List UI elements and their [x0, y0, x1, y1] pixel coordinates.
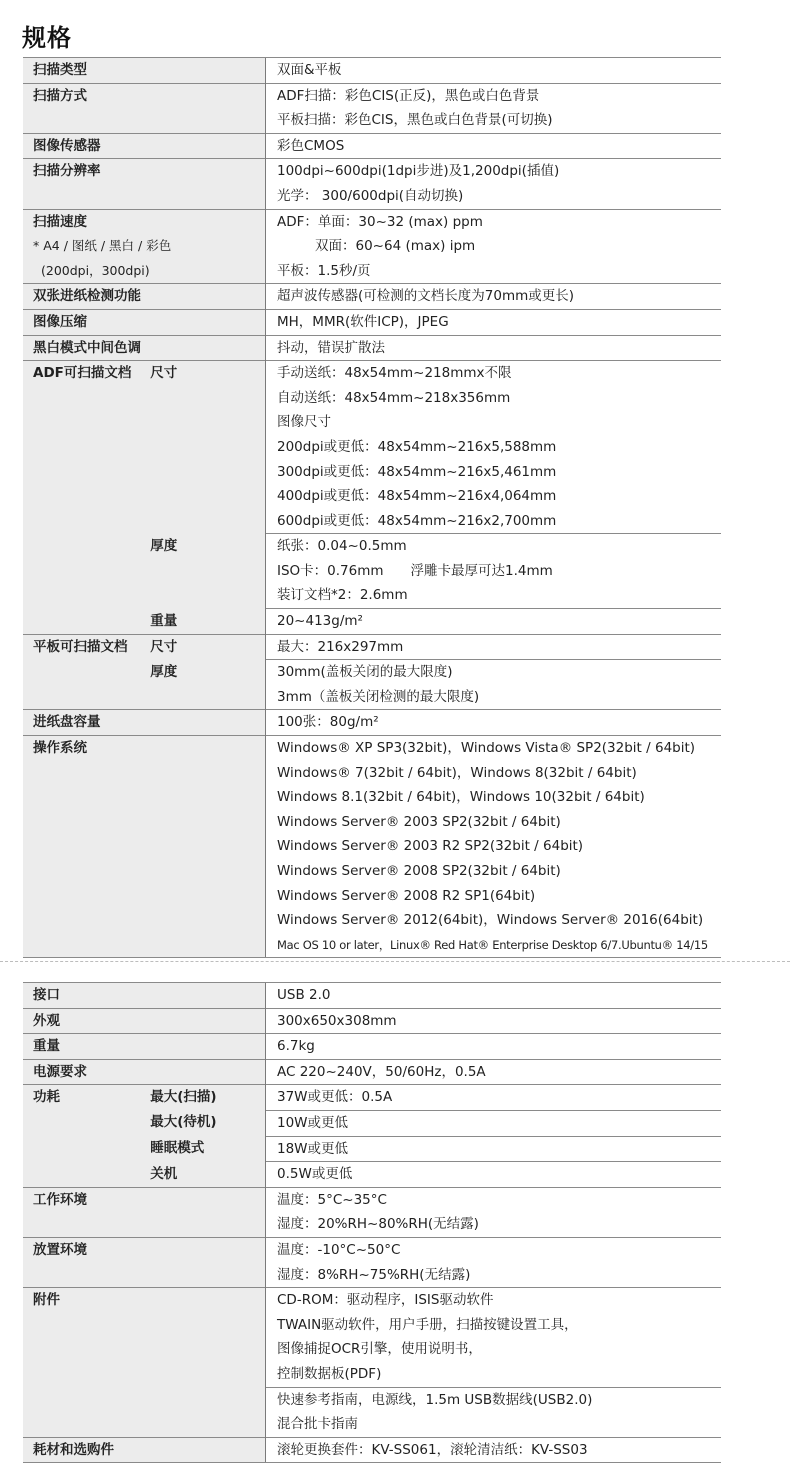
- spec-subkey-label: 厚度: [150, 537, 178, 554]
- spec-value: [266, 309, 722, 335]
- spec-key: [23, 983, 266, 1009]
- spec-key: [23, 1059, 266, 1085]
- spec-subkey: [144, 634, 265, 660]
- spec-subkey: [144, 361, 265, 534]
- spec-row: [23, 58, 721, 84]
- spec-value-line: 300dpi或更低：48x54mm~216x5,461mm: [277, 463, 557, 480]
- spec-subkey-label: 尺寸: [150, 638, 178, 655]
- spec-value-line: 自动送纸：48x54mm~218x356mm: [277, 389, 511, 406]
- spec-value-line: Windows Server® 2008 SP2(32bit / 64bit): [277, 863, 561, 879]
- spec-value: [266, 209, 722, 284]
- spec-subkey-label: 尺寸: [150, 365, 178, 382]
- spec-value-line: 光学： 300/600dpi(自动切换): [277, 187, 464, 204]
- spec-row: [23, 309, 721, 335]
- spec-key-label: ADF可扫描文档: [33, 365, 132, 382]
- spec-key: [23, 309, 266, 335]
- spec-row: [23, 83, 721, 133]
- spec-value: [266, 609, 722, 635]
- spec-value: [266, 1437, 722, 1463]
- spec-value: [266, 1288, 722, 1387]
- spec-value-line: 200dpi或更低：48x54mm~216x5,588mm: [277, 438, 557, 455]
- spec-value-line: 快速参考指南，电源线，1.5m USB数据线(USB2.0): [277, 1391, 593, 1408]
- spec-value-line: 温度：5°C~35°C: [277, 1191, 387, 1208]
- spec-row: [23, 133, 721, 159]
- spec-value: [266, 83, 722, 133]
- spec-value-line: 600dpi或更低：48x54mm~216x2,700mm: [277, 512, 557, 529]
- spec-value: [266, 159, 722, 209]
- spec-key: [23, 361, 144, 635]
- spec-subkey: [144, 660, 265, 710]
- spec-value-line: CD-ROM：驱动程序，ISIS驱动软件: [277, 1292, 494, 1309]
- spec-value: [266, 1162, 722, 1188]
- spec-key-label: 扫描速度: [33, 213, 87, 230]
- spec-key-label: 图像压缩: [33, 313, 87, 330]
- spec-key-label: 操作系统: [33, 740, 87, 757]
- spec-value-line: 彩色CMOS: [277, 137, 345, 154]
- spec-value-line: 37W或更低：0.5A: [277, 1089, 393, 1106]
- spec-row: [23, 1187, 721, 1237]
- spec-subkey-label: 最大(待机): [150, 1114, 217, 1131]
- spec-key: [23, 209, 266, 284]
- spec-value-line: Windows Server® 2008 R2 SP1(64bit): [277, 887, 536, 904]
- spec-value-line: 400dpi或更低：48x54mm~216x4,064mm: [277, 488, 557, 505]
- spec-subkey: [144, 609, 265, 635]
- spec-value-line: 18W或更低: [277, 1140, 349, 1157]
- spec-row: [23, 1237, 721, 1287]
- spec-value-line: ADF：单面：30~32 (max) ppm: [277, 213, 483, 230]
- spec-value-line: 抖动，错误扩散法: [277, 339, 385, 356]
- spec-value: [266, 335, 722, 361]
- spec-value-line: 双面：60~64 (max) ipm: [315, 238, 476, 255]
- spec-value-line: 平板：1.5秒/页: [277, 262, 371, 279]
- spec-key: [23, 1085, 144, 1187]
- spec-key-label: 附件: [33, 1292, 60, 1309]
- spec-value-line: Mac OS 10 or later，Linux® Red Hat® Enterprise Desktop 6/7.Ubuntu® 14/15: [277, 937, 708, 952]
- spec-value-line: Windows® XP SP3(32bit)，Windows Vista® SP2(32bit / 64bit): [277, 740, 696, 757]
- spec-value: [266, 1008, 722, 1034]
- spec-value-line: 最大：216x297mm: [277, 638, 404, 655]
- spec-row: [23, 1034, 721, 1060]
- spec-key-label: 进纸盘容量: [33, 714, 101, 731]
- spec-row: [23, 209, 721, 284]
- spec-value-line: 双面&平板: [277, 62, 342, 78]
- spec-value: [266, 634, 722, 660]
- spec-value: [266, 1034, 722, 1060]
- spec-row: [23, 1085, 721, 1111]
- spec-value-line: Windows 8.1(32bit / 64bit)，Windows 10(32bit / 64bit): [277, 789, 645, 806]
- spec-key: [23, 634, 144, 710]
- spec-subkey: [144, 1085, 265, 1111]
- spec-value-line: Windows® 7(32bit / 64bit)，Windows 8(32bit / 64bit): [277, 764, 637, 781]
- spec-value-line: 100dpi~600dpi(1dpi步进)及1,200dpi(插值): [277, 163, 560, 180]
- spec-value: [266, 710, 722, 736]
- spec-subkey-label: 睡眠模式: [150, 1140, 205, 1157]
- spec-key: [23, 58, 266, 84]
- spec-value: [266, 1059, 722, 1085]
- spec-value-line: 300x650x308mm: [277, 1012, 397, 1029]
- spec-key: [23, 284, 266, 310]
- spec-key-label: 重量: [33, 1038, 60, 1055]
- spec-key: [23, 1237, 266, 1287]
- section-divider: [0, 961, 790, 962]
- spec-key: [23, 1008, 266, 1034]
- spec-value: [266, 58, 722, 84]
- spec-value-line: 湿度：20%RH~80%RH(无结露): [277, 1216, 479, 1233]
- spec-key: [23, 83, 266, 133]
- spec-key: [23, 1437, 266, 1463]
- spec-value-line: ISO卡：0.76mm 浮雕卡最厚可达1.4mm: [277, 562, 553, 579]
- spec-value: [266, 983, 722, 1009]
- spec-value-line: 30mm(盖板关闭的最大限度): [277, 664, 453, 681]
- spec-table-main: [23, 57, 721, 958]
- spec-key-label: 扫描类型: [33, 62, 87, 78]
- spec-row: [23, 159, 721, 209]
- spec-value: [266, 1110, 722, 1136]
- spec-key-label: 平板可扫描文档: [33, 638, 128, 655]
- spec-value-line: 0.5W或更低: [277, 1166, 353, 1183]
- spec-key-label: 电源要求: [33, 1063, 87, 1080]
- spec-value: [266, 736, 722, 958]
- spec-row: [23, 634, 721, 660]
- spec-key-label: * A4 / 图纸 / 黑白 / 彩色: [33, 238, 172, 254]
- spec-value-line: Windows Server® 2003 SP2(32bit / 64bit): [277, 813, 561, 830]
- spec-key-label: 双张进纸检测功能: [33, 288, 141, 305]
- spec-key-label: 黑白模式中间色调: [33, 339, 141, 356]
- spec-row: [23, 335, 721, 361]
- spec-row: [23, 736, 721, 958]
- spec-row: [23, 983, 721, 1009]
- spec-value-line: ADF扫描：彩色CIS(正反)，黑色或白色背景: [277, 87, 540, 104]
- spec-key: [23, 335, 266, 361]
- spec-value-line: 滚轮更换套件：KV-SS061，滚轮清洁纸：KV-SS03: [277, 1441, 588, 1458]
- spec-value-line: AC 220~240V，50/60Hz，0.5A: [277, 1063, 486, 1080]
- spec-value: [266, 284, 722, 310]
- spec-value: [266, 133, 722, 159]
- spec-value-line: 超声波传感器(可检测的文档长度为70mm或更长): [277, 288, 575, 305]
- spec-key-label: 放置环境: [33, 1241, 87, 1258]
- spec-value-line: 温度：-10°C~50°C: [277, 1241, 401, 1258]
- spec-key: [23, 710, 266, 736]
- spec-subkey: [144, 1110, 265, 1136]
- spec-key: [23, 159, 266, 209]
- spec-subkey-label: 关机: [150, 1165, 178, 1182]
- spec-key-label: 功耗: [33, 1089, 60, 1106]
- spec-key-label: 图像传感器: [33, 137, 101, 154]
- spec-row: [23, 710, 721, 736]
- spec-row: [23, 284, 721, 310]
- spec-key-label: 扫描分辨率: [33, 163, 101, 180]
- spec-key: [23, 1187, 266, 1237]
- spec-row: [23, 1059, 721, 1085]
- spec-row: [23, 1288, 721, 1387]
- spec-key: [23, 133, 266, 159]
- spec-value: [266, 1237, 722, 1287]
- spec-value: [266, 534, 722, 609]
- spec-value-line: 20~413g/m²: [277, 613, 363, 630]
- spec-value-line: 100张：80g/m²: [277, 714, 379, 731]
- spec-key-label: 外观: [33, 1012, 60, 1029]
- spec-value: [266, 1136, 722, 1162]
- spec-key-label: 耗材和选购件: [33, 1441, 114, 1458]
- spec-value-line: 控制数据板(PDF): [277, 1365, 382, 1382]
- spec-value-line: 纸张：0.04~0.5mm: [277, 538, 407, 555]
- spec-value-line: 混合批卡指南: [277, 1416, 358, 1433]
- spec-value: [266, 1085, 722, 1111]
- spec-value-line: Windows Server® 2003 R2 SP2(32bit / 64bit): [277, 838, 584, 855]
- spec-value-line: 图像捕捉OCR引擎，使用说明书，: [277, 1341, 482, 1358]
- spec-subkey: [144, 534, 265, 609]
- spec-value-line: MH，MMR(软件ICP)，JPEG: [277, 313, 449, 330]
- spec-value: [266, 660, 722, 710]
- spec-value-line: USB 2.0: [277, 987, 331, 1003]
- page-title: 规格: [22, 24, 72, 52]
- spec-subkey-label: 厚度: [150, 663, 178, 680]
- spec-value: [266, 1187, 722, 1237]
- spec-key-label: 扫描方式: [33, 87, 87, 104]
- spec-value-line: TWAIN驱动软件，用户手册，扫描按键设置工具，: [277, 1316, 578, 1333]
- spec-key-label: (200dpi，300dpi): [41, 262, 150, 278]
- spec-value-line: 平板扫描：彩色CIS，黑色或白色背景(可切换): [277, 112, 553, 129]
- spec-value-line: Windows Server® 2012(64bit)，Windows Server® 2016(64bit): [277, 912, 704, 929]
- spec-value-line: 3mm（盖板关闭检测的最大限度): [277, 688, 480, 705]
- spec-row: [23, 361, 721, 534]
- spec-key-label: 工作环境: [33, 1191, 87, 1208]
- spec-value-line: 装订文档*2：2.6mm: [277, 587, 408, 604]
- spec-table-hardware: [23, 982, 721, 1463]
- spec-value-line: 手动送纸：48x54mm~218mmx不限: [277, 365, 512, 382]
- spec-value-line: 10W或更低: [277, 1114, 349, 1131]
- spec-row: [23, 1008, 721, 1034]
- spec-subkey: [144, 1136, 265, 1162]
- spec-row: [23, 1437, 721, 1463]
- spec-key-label: 接口: [33, 987, 60, 1003]
- spec-value-line: 图像尺寸: [277, 414, 331, 431]
- spec-key: [23, 1288, 266, 1438]
- spec-subkey-label: 重量: [150, 612, 178, 629]
- spec-value-line: 湿度：8%RH~75%RH(无结露): [277, 1266, 471, 1283]
- spec-subkey: [144, 1162, 265, 1188]
- spec-key: [23, 736, 266, 958]
- spec-value: [266, 1387, 722, 1437]
- spec-value-line: 6.7kg: [277, 1038, 315, 1055]
- spec-key: [23, 1034, 266, 1060]
- spec-value: [266, 361, 722, 534]
- spec-subkey-label: 最大(扫描): [150, 1089, 217, 1106]
